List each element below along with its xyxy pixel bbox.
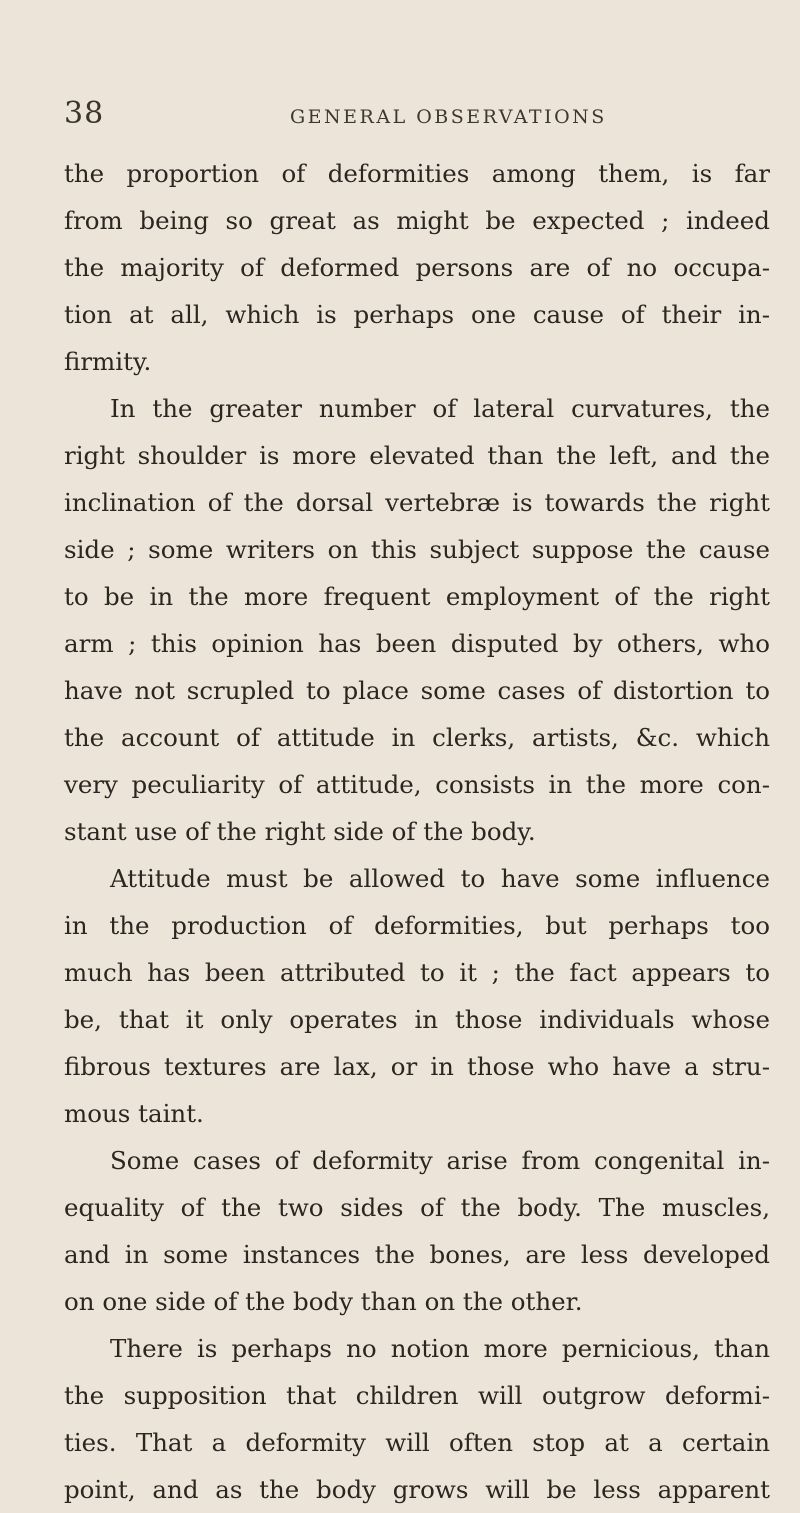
text-line: much has been attributed to it ; the fact appears to [64, 958, 770, 987]
text-line: the account of attitude in clerks, artists, &c. which [64, 723, 770, 752]
page-number: 38 [64, 96, 105, 131]
text-line: point, and as the body grows will be less apparent [64, 1475, 770, 1504]
text-line: in the production of deformities, but perhaps too [64, 911, 770, 940]
text-line: and in some instances the bones, are less developed [64, 1240, 770, 1269]
text-line: arm ; this opinion has been disputed by others, who [64, 629, 770, 658]
text-line: on one side of the body than on the other. [64, 1287, 583, 1316]
text-line: firmity. [64, 347, 152, 376]
text-line: stant use of the right side of the body. [64, 817, 536, 846]
text-line: ties. That a deformity will often stop at a certain [64, 1428, 770, 1457]
text-line: tion at all, which is perhaps one cause of their in- [64, 300, 770, 329]
text-line: In the greater number of lateral curvatures, the [110, 394, 770, 423]
text-line: be, that it only operates in those individuals whose [64, 1005, 770, 1034]
running-head [64, 96, 607, 136]
text-line: Attitude must be allowed to have some influence [110, 864, 770, 893]
text-line: Some cases of deformity arise from congenital in- [110, 1146, 770, 1175]
text-line: There is perhaps no notion more pernicious, than [110, 1334, 770, 1363]
text-line: very peculiarity of attitude, consists in the more con- [64, 770, 770, 799]
text-line: right shoulder is more elevated than the left, and the [64, 441, 770, 470]
text-line: the supposition that children will outgrow deformi- [64, 1381, 770, 1410]
text-line: fibrous textures are lax, or in those who have a stru- [64, 1052, 770, 1081]
text-line: equality of the two sides of the body. The muscles, [64, 1193, 770, 1222]
text-line: the majority of deformed persons are of no occupa- [64, 253, 770, 282]
text-line: have not scrupled to place some cases of distortion to [64, 676, 770, 705]
text-line: mous taint. [64, 1099, 204, 1128]
running-title: GENERAL OBSERVATIONS [290, 106, 607, 128]
text-line: side ; some writers on this subject suppose the cause [64, 535, 770, 564]
text-line: from being so great as might be expected ; indeed [64, 206, 770, 235]
text-line: the proportion of deformities among them, is far [64, 159, 770, 188]
text-line: inclination of the dorsal vertebræ is towards the right [64, 488, 770, 517]
text-line: to be in the more frequent employment of the right [64, 582, 770, 611]
body-text [64, 150, 770, 1513]
